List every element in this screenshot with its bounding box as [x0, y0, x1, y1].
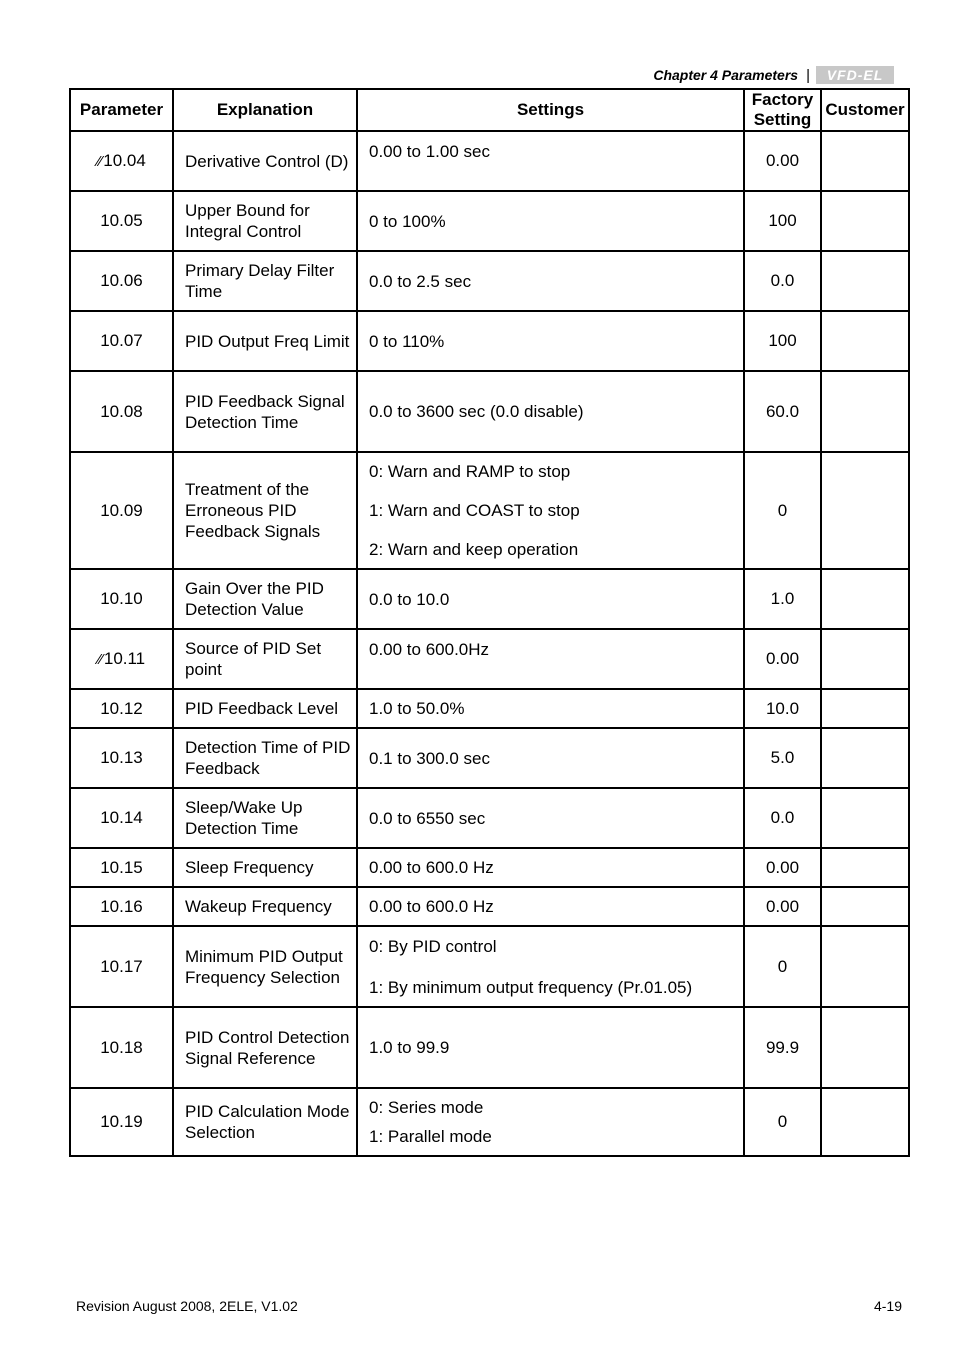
parameter-number: 10.13: [100, 748, 143, 767]
settings-cell: [357, 848, 744, 887]
explanation-cell: Sleep/Wake Up Detection Time: [173, 788, 357, 848]
customer-cell: [821, 311, 909, 371]
setting-option: 0.00 to 600.0 Hz: [369, 897, 494, 916]
customer-cell: [821, 848, 909, 887]
customer-cell: [821, 131, 909, 191]
factory-header-line1: Factory: [751, 90, 814, 109]
setting-option: 1.0 to 50.0%: [369, 699, 465, 718]
column-header-settings: Settings: [357, 89, 744, 131]
explanation-cell: Wakeup Frequency: [173, 887, 357, 926]
setting-option: 0.0 to 2.5 sec: [369, 271, 472, 291]
setting-option: 1: Warn and COAST to stop: [369, 501, 580, 520]
parameter-cell: [70, 1007, 173, 1088]
setting-option: 1: Parallel mode: [369, 1127, 492, 1146]
explanation-cell: Detection Time of PID Feedback: [173, 728, 357, 788]
customer-cell: [821, 728, 909, 788]
setting-option: 0.0 to 3600 sec (0.0 disable): [369, 402, 584, 421]
footer-page-number: 4-19: [873, 1298, 902, 1314]
parameter-number: 10.06: [100, 271, 143, 290]
customer-cell: [821, 926, 909, 1007]
settings-cell: [357, 926, 744, 1007]
table-row: [70, 569, 909, 629]
parameter-number: 10.17: [100, 956, 143, 976]
factory-setting-cell: 0.0: [744, 788, 821, 848]
parameter-cell: [70, 191, 173, 251]
customer-cell: [821, 191, 909, 251]
pencil-icon: ⁄⁄: [97, 651, 103, 668]
factory-setting-cell: 0.00: [744, 131, 821, 191]
setting-option: 0.00 to 600.0Hz: [369, 640, 490, 659]
parameter-number: 10.04: [103, 151, 146, 170]
customer-cell: [821, 788, 909, 848]
factory-setting-cell: 60.0: [744, 371, 821, 452]
parameter-cell: [70, 311, 173, 371]
parameter-cell: [70, 1088, 173, 1156]
explanation-cell: Treatment of the Erroneous PID Feedback Signals: [173, 452, 357, 569]
table-row: [70, 1088, 909, 1156]
table-row: [70, 371, 909, 452]
settings-cell: [357, 191, 744, 251]
setting-option: 0.00 to 600.0 Hz: [369, 858, 494, 877]
footer-revision: Revision August 2008, 2ELE, V1.02: [76, 1298, 298, 1314]
parameter-table: [69, 88, 910, 1157]
setting-option: 1.0 to 99.9: [369, 1038, 450, 1057]
parameter-number: 10.19: [100, 1112, 143, 1131]
table-row: [70, 1007, 909, 1088]
table-row: [70, 452, 909, 569]
parameter-number: 10.09: [100, 500, 143, 520]
settings-cell: [357, 452, 744, 569]
parameter-cell: [70, 371, 173, 452]
parameter-cell: [70, 689, 173, 728]
parameter-number: 10.14: [100, 808, 143, 827]
explanation-cell: Gain Over the PID Detection Value: [173, 569, 357, 629]
factory-setting-cell: 100: [744, 191, 821, 251]
parameter-cell: [70, 629, 173, 689]
setting-option: 0 to 100%: [369, 211, 446, 231]
chapter-title: Chapter 4 Parameters: [653, 67, 799, 83]
explanation-cell: Minimum PID Output Frequency Selection: [173, 926, 357, 1007]
table-header-row: [70, 89, 909, 131]
parameter-number: 10.10: [100, 589, 143, 608]
explanation-cell: Derivative Control (D): [173, 131, 357, 191]
parameter-number: 10.07: [100, 331, 143, 350]
factory-setting-cell: 0: [744, 452, 821, 569]
setting-option: 0: Series mode: [369, 1098, 484, 1117]
parameter-number: 10.16: [100, 896, 143, 916]
settings-cell: [357, 131, 744, 191]
setting-option: 0.1 to 300.0 sec: [369, 748, 490, 768]
factory-setting-cell: 0: [744, 1088, 821, 1156]
explanation-cell: PID Output Freq Limit: [173, 311, 357, 371]
settings-cell: [357, 689, 744, 728]
factory-header-line2: Setting: [753, 110, 812, 129]
pencil-icon: ⁄⁄: [97, 153, 103, 170]
parameter-cell: [70, 569, 173, 629]
customer-cell: [821, 1007, 909, 1088]
explanation-cell: Primary Delay Filter Time: [173, 251, 357, 311]
parameter-cell: [70, 788, 173, 848]
table-row: [70, 926, 909, 1007]
column-header-customer: Customer: [821, 89, 909, 131]
customer-cell: [821, 371, 909, 452]
factory-setting-cell: 100: [744, 311, 821, 371]
parameter-number: 10.12: [100, 698, 143, 718]
factory-setting-cell: 0.0: [744, 251, 821, 311]
settings-cell: [357, 371, 744, 452]
factory-setting-cell: 1.0: [744, 569, 821, 629]
settings-cell: [357, 728, 744, 788]
column-header-factory-setting: [744, 89, 821, 131]
parameter-number: 10.18: [100, 1037, 143, 1057]
settings-cell: [357, 251, 744, 311]
setting-option: 0 to 110%: [369, 331, 445, 351]
setting-option: 0: Warn and RAMP to stop: [369, 462, 571, 481]
customer-cell: [821, 569, 909, 629]
table-row: [70, 788, 909, 848]
parameter-cell: [70, 926, 173, 1007]
explanation-cell: PID Control Detection Signal Reference: [173, 1007, 357, 1088]
settings-cell: [357, 569, 744, 629]
factory-setting-cell: 0: [744, 926, 821, 1007]
explanation-cell: PID Feedback Level: [173, 689, 357, 728]
settings-cell: [357, 311, 744, 371]
table-row: [70, 191, 909, 251]
setting-option: 2: Warn and keep operation: [369, 540, 579, 559]
settings-cell: [357, 1007, 744, 1088]
parameter-cell: [70, 887, 173, 926]
customer-cell: [821, 887, 909, 926]
customer-cell: [821, 1088, 909, 1156]
parameter-cell: [70, 131, 173, 191]
parameter-number: 10.05: [100, 211, 143, 230]
setting-option: 0.0 to 10.0: [369, 589, 450, 609]
table-row: [70, 629, 909, 689]
explanation-cell: Sleep Frequency: [173, 848, 357, 887]
header-separator: |: [806, 66, 810, 84]
parameter-number: 10.08: [100, 401, 143, 421]
table-row: [70, 131, 909, 191]
page-header: [653, 66, 894, 84]
settings-cell: [357, 788, 744, 848]
customer-cell: [821, 251, 909, 311]
table-row: [70, 689, 909, 728]
column-header-parameter: Parameter: [70, 89, 173, 131]
customer-cell: [821, 452, 909, 569]
settings-cell: [357, 887, 744, 926]
setting-option: 0: By PID control: [369, 936, 497, 956]
explanation-cell: Source of PID Set point: [173, 629, 357, 689]
factory-setting-cell: 99.9: [744, 1007, 821, 1088]
parameter-cell: [70, 848, 173, 887]
factory-setting-cell: 0.00: [744, 848, 821, 887]
setting-option: 0.0 to 6550 sec: [369, 808, 486, 828]
customer-cell: [821, 629, 909, 689]
table-row: [70, 848, 909, 887]
factory-setting-cell: 5.0: [744, 728, 821, 788]
setting-option: 1: By minimum output frequency (Pr.01.05): [369, 977, 693, 997]
explanation-cell: Upper Bound for Integral Control: [173, 191, 357, 251]
parameter-cell: [70, 452, 173, 569]
setting-option: 0.00 to 1.00 sec: [369, 142, 490, 161]
vfd-el-logo: VFD-EL: [816, 66, 894, 84]
table-row: [70, 887, 909, 926]
factory-setting-cell: 0.00: [744, 629, 821, 689]
factory-setting-cell: 10.0: [744, 689, 821, 728]
column-header-explanation: Explanation: [173, 89, 357, 131]
table-row: [70, 251, 909, 311]
parameter-cell: [70, 251, 173, 311]
settings-cell: [357, 629, 744, 689]
parameter-number: 10.15: [100, 857, 143, 877]
table-row: [70, 728, 909, 788]
parameter-cell: [70, 728, 173, 788]
table-row: [70, 311, 909, 371]
customer-cell: [821, 689, 909, 728]
factory-setting-cell: 0.00: [744, 887, 821, 926]
explanation-cell: PID Calculation Mode Selection: [173, 1088, 357, 1156]
settings-cell: [357, 1088, 744, 1156]
explanation-cell: PID Feedback Signal Detection Time: [173, 371, 357, 452]
parameter-number: 10.11: [103, 649, 146, 668]
